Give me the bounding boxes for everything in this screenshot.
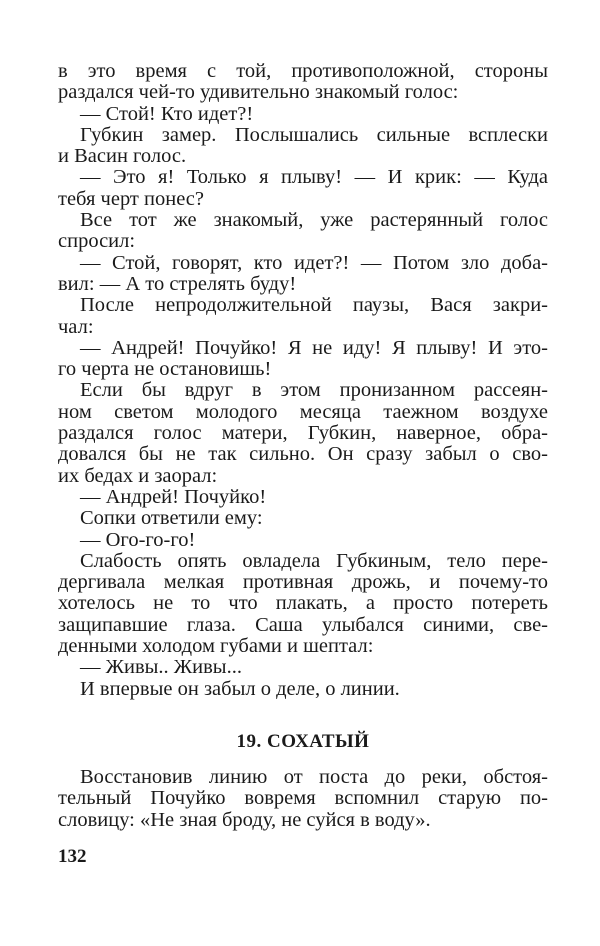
page-number: 132 (58, 846, 87, 867)
text-line: дергивала мелкая противная дрожь, и почему-то (58, 571, 548, 594)
text-line: чал: (58, 315, 94, 338)
text-line: Сопки ответили ему: (80, 507, 263, 530)
text-line: — Андрей! Почуйко! Я не иду! Я плыву! И это- (80, 336, 548, 359)
text-line: Губкин замер. Послышались сильные всплески (80, 123, 548, 146)
text-line: го черта не остановишь! (58, 358, 272, 381)
text-line: хотелось не то что плакать, а просто потереть (58, 592, 548, 615)
text-line: и Васин голос. (58, 145, 187, 168)
chapter-text (58, 767, 548, 831)
chapter-heading: 19. СОХАТЫЙ (236, 731, 370, 752)
text-line: — Стой! Кто идет?! (80, 102, 254, 125)
text-line: Слабость опять овладела Губкиным, тело пере- (80, 549, 548, 572)
text-line: Если бы вдруг в этом пронизанном рассеян- (80, 379, 548, 402)
text-line: их бедах и заорал: (58, 464, 218, 487)
text-line: в это время с той, противоположной, стороны (58, 60, 548, 82)
text-line: раздался голос матери, Губкин, наверное, обра- (58, 422, 548, 445)
text-line: После непродолжительной паузы, Вася закри- (80, 294, 548, 317)
text-line: — Ого-го-го! (80, 528, 196, 551)
text-line: Восстановив линию от поста до реки, обстоя- (80, 766, 548, 788)
text-line: Все тот же знакомый, уже растерянный голос (80, 209, 548, 232)
text-line: — Живы.. Живы... (80, 656, 242, 679)
text-line: — Стой, говорят, кто идет?! — Потом зло доба- (80, 251, 548, 274)
text-line: раздался чей-то удивительно знакомый голос: (58, 81, 459, 104)
text-line: ном светом молодого месяца таежном воздухе (58, 400, 548, 423)
text-line: И впервые он забыл о деле, о линии. (80, 677, 400, 700)
text-line: вил: — А то стрелять буду! (58, 272, 297, 295)
text-line: довался бы не так сильно. Он сразу забыл о сво- (58, 443, 548, 466)
text-line: словицу: «Не зная броду, не суйся в воду». (58, 808, 431, 831)
text-line: спросил: (58, 230, 136, 253)
body-text (58, 61, 548, 700)
text-line: денными холодом губами и шептал: (58, 635, 374, 658)
text-line: защипавшие глаза. Саша улыбался синими, све- (58, 613, 548, 636)
text-line: — Это я! Только я плыву! — И крик: — Куда (80, 166, 548, 189)
text-line: тебя черт понес? (58, 187, 205, 210)
text-line: тельный Почуйко вовремя вспомнил старую по- (58, 787, 548, 810)
text-line: — Андрей! Почуйко! (80, 485, 267, 508)
